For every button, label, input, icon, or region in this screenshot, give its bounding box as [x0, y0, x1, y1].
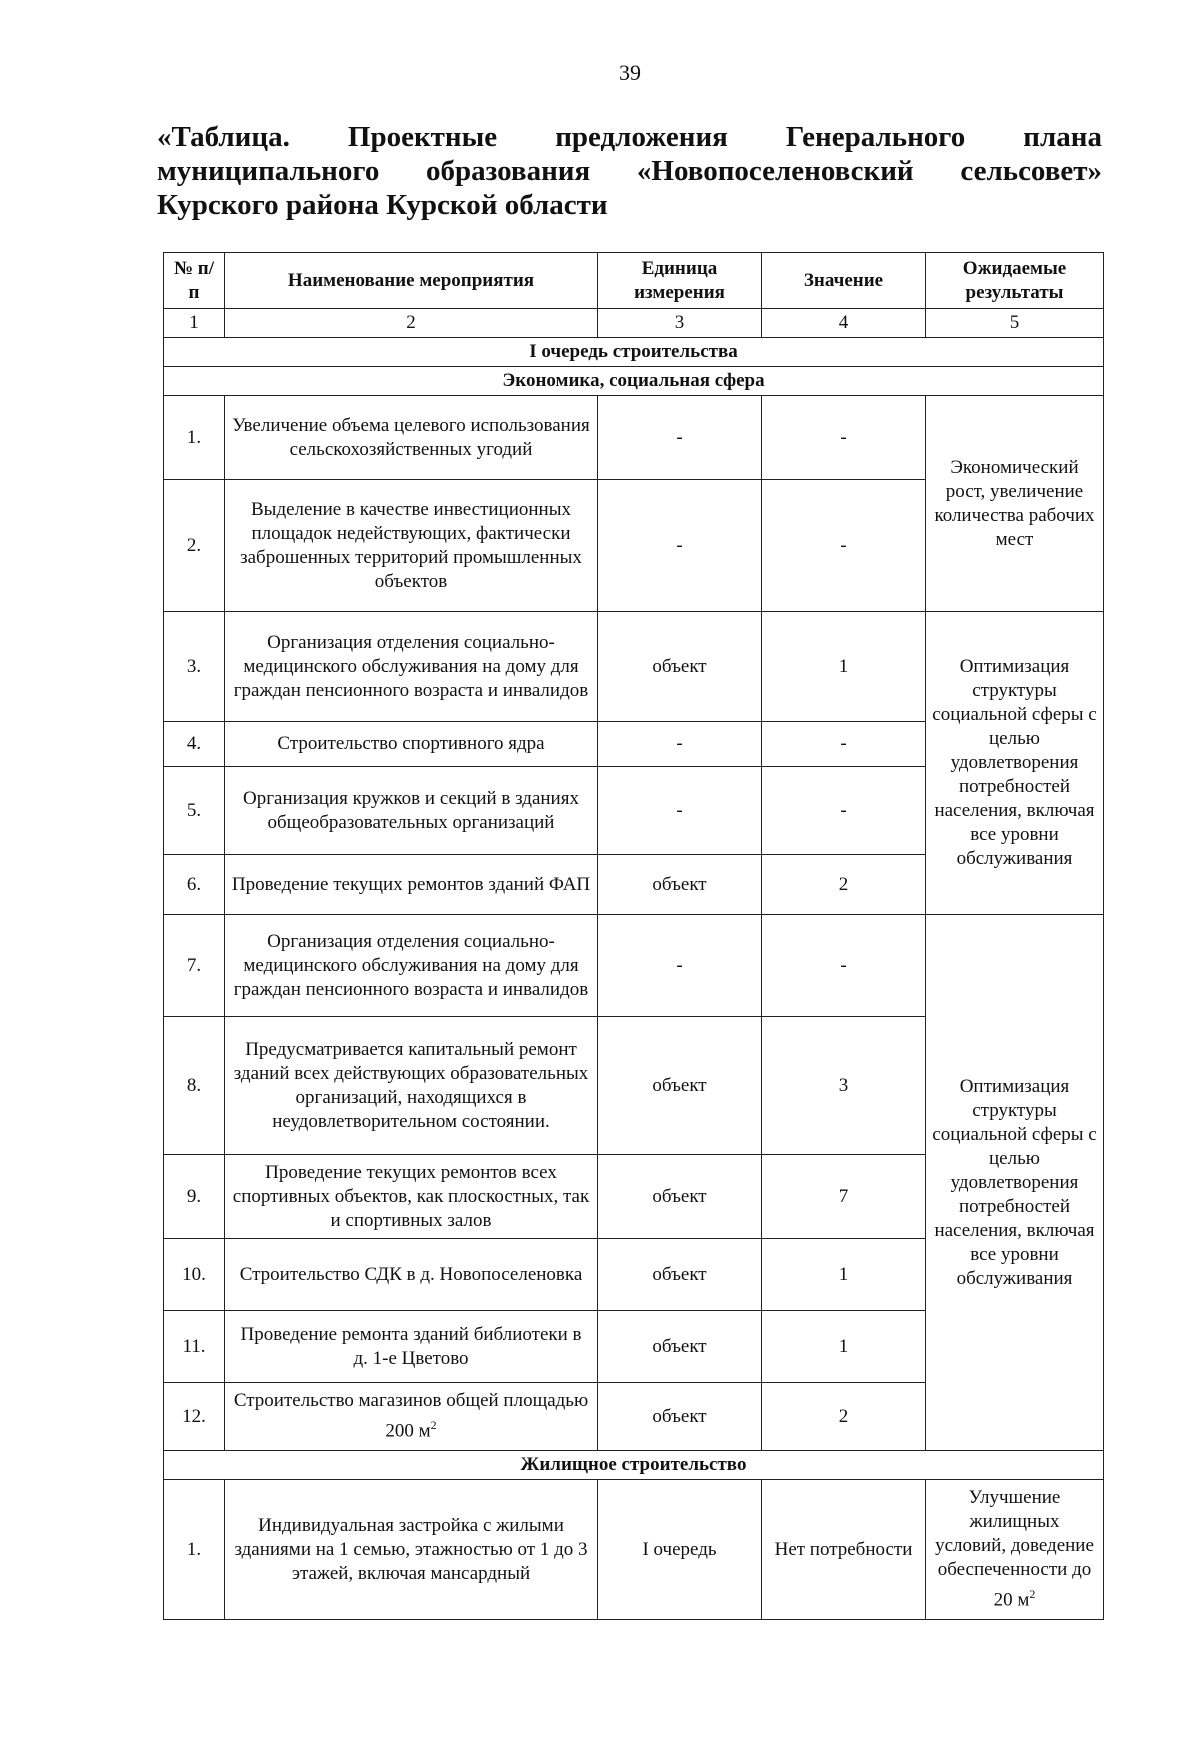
column-number: 4 — [762, 309, 926, 338]
table-row — [164, 915, 1104, 1017]
area-unit-superscript: 2 — [430, 1418, 437, 1433]
row-unit: - — [598, 915, 762, 1017]
row-value: - — [762, 722, 926, 767]
area-unit-superscript: 2 — [1029, 1587, 1036, 1602]
expected-result-group-3: Оптимизация структуры социальной сферы с целью удовлетворения потребностей населения, включая все уровни обслуживания — [926, 915, 1104, 1451]
proposals-table — [163, 252, 1104, 1620]
header-name: Наименование мероприятия — [225, 253, 598, 309]
row-value: - — [762, 767, 926, 855]
table-row — [164, 1480, 1104, 1620]
row-name: Строительство спортивного ядра — [225, 722, 598, 767]
row-name: Выделение в качестве инвестиционных площадок недействующих, фактически заброшенных территорий промышленных объектов — [225, 480, 598, 612]
row-value: - — [762, 396, 926, 480]
expected-result-group-1: Экономический рост, увеличение количества рабочих мест — [926, 396, 1104, 612]
column-number: 5 — [926, 309, 1104, 338]
row-unit: объект — [598, 855, 762, 915]
title-line-2: муниципального образования «Новопоселеновский сельсовет» — [157, 155, 1102, 187]
row-value: 2 — [762, 855, 926, 915]
row-unit: объект — [598, 1155, 762, 1239]
row-name: Организация кружков и секций в зданиях общеобразовательных организаций — [225, 767, 598, 855]
row-name-text: Строительство магазинов общей площадью 200 м — [233, 1390, 589, 1442]
row-unit: объект — [598, 612, 762, 722]
row-unit: объект — [598, 1383, 762, 1451]
header-num: № п/п — [164, 253, 225, 309]
header-value: Значение — [762, 253, 926, 309]
page-number: 39 — [619, 60, 641, 85]
title-line-3: Курского района Курской области — [157, 189, 608, 221]
row-name: Увеличение объема целевого использования сельскохозяйственных угодий — [225, 396, 598, 480]
column-number: 3 — [598, 309, 762, 338]
expected-result-group-2: Оптимизация структуры социальной сферы с целью удовлетворения потребностей населения, включая все уровни обслуживания — [926, 612, 1104, 915]
header-result: Ожидаемые результаты — [926, 253, 1104, 309]
column-number: 1 — [164, 309, 225, 338]
row-num: 11. — [164, 1311, 225, 1383]
row-value: 1 — [762, 612, 926, 722]
row-unit: объект — [598, 1311, 762, 1383]
row-num: 4. — [164, 722, 225, 767]
row-value: 1 — [762, 1239, 926, 1311]
header-row — [164, 253, 1104, 309]
row-unit: - — [598, 767, 762, 855]
row-value: 2 — [762, 1383, 926, 1451]
row-unit: - — [598, 396, 762, 480]
row-value: Нет потребности — [762, 1480, 926, 1620]
row-num: 10. — [164, 1239, 225, 1311]
row-num: 2. — [164, 480, 225, 612]
section-row — [164, 367, 1104, 396]
row-num: 9. — [164, 1155, 225, 1239]
row-unit: I очередь — [598, 1480, 762, 1620]
row-num: 8. — [164, 1017, 225, 1155]
row-name: Организация отделения социально-медицинского обслуживания на дому для граждан пенсионного возраста и инвалидов — [225, 915, 598, 1017]
row-value: 1 — [762, 1311, 926, 1383]
row-name: Проведение текущих ремонтов зданий ФАП — [225, 855, 598, 915]
document-title — [157, 120, 1102, 222]
row-name: Проведение текущих ремонтов всех спортивных объектов, как плоскостных, так и спортивных залов — [225, 1155, 598, 1239]
row-name: Строительство СДК в д. Новопоселеновка — [225, 1239, 598, 1311]
row-value: 3 — [762, 1017, 926, 1155]
section-title-housing: Жилищное строительство — [164, 1451, 1104, 1480]
row-value: 7 — [762, 1155, 926, 1239]
stage-title: I очередь строительства — [164, 338, 1104, 367]
column-number-row — [164, 309, 1104, 338]
row-value: - — [762, 480, 926, 612]
row-num: 1. — [164, 396, 225, 480]
row-unit: объект — [598, 1017, 762, 1155]
row-result-text: Улучшение жилищных условий, доведение обеспеченности до 20 м — [935, 1487, 1094, 1611]
row-name: Предусматривается капитальный ремонт зданий всех действующих образовательных организаций, находящихся в неудовлетворительном состоянии. — [225, 1017, 598, 1155]
row-num: 12. — [164, 1383, 225, 1451]
row-name: Проведение ремонта зданий библиотеки в д. 1-е Цветово — [225, 1311, 598, 1383]
table-row — [164, 396, 1104, 480]
row-name: Организация отделения социально-медицинского обслуживания на дому для граждан пенсионного возраста и инвалидов — [225, 612, 598, 722]
header-unit: Единица измерения — [598, 253, 762, 309]
row-unit: - — [598, 722, 762, 767]
title-line-1: «Таблица. Проектные предложения Генерального плана — [157, 121, 1102, 153]
row-num: 6. — [164, 855, 225, 915]
row-value: - — [762, 915, 926, 1017]
row-result — [926, 1480, 1104, 1620]
row-name — [225, 1383, 598, 1451]
table-row — [164, 612, 1104, 722]
row-unit: объект — [598, 1239, 762, 1311]
column-number: 2 — [225, 309, 598, 338]
row-name: Индивидуальная застройка с жилыми зданиями на 1 семью, этажностью от 1 до 3 этажей, включая мансардный — [225, 1480, 598, 1620]
stage-row — [164, 338, 1104, 367]
row-num: 3. — [164, 612, 225, 722]
row-unit: - — [598, 480, 762, 612]
row-num: 1. — [164, 1480, 225, 1620]
section-row — [164, 1451, 1104, 1480]
section-title-economy: Экономика, социальная сфера — [164, 367, 1104, 396]
row-num: 7. — [164, 915, 225, 1017]
row-num: 5. — [164, 767, 225, 855]
